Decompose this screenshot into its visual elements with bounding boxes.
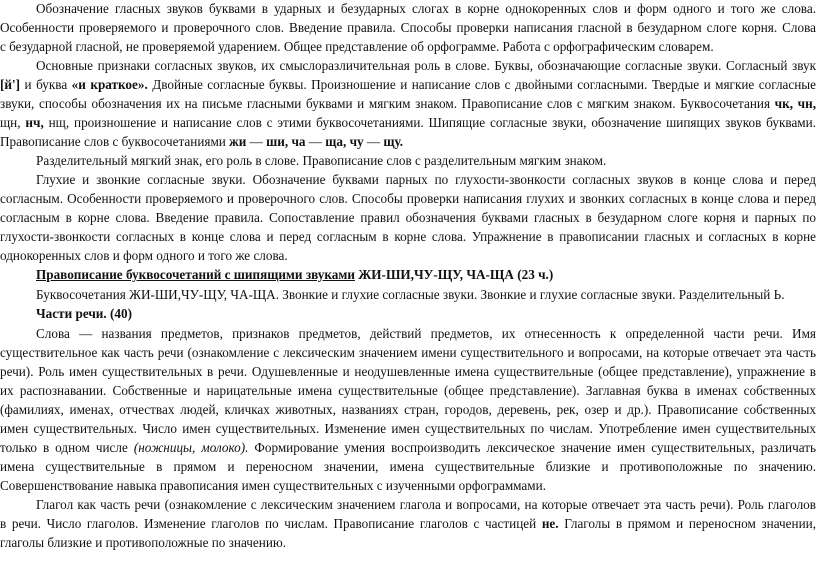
text-line: Слова — названия предметов, признаков предметов, действий предметов, их отнесенность к определенной части речи. Имя [36, 326, 816, 341]
text-line: Разделительный мягкий знак, его роль в слове. Правописание слов с разделительным мягким знаком. [36, 153, 607, 168]
text-line: имен существительных. Число имен существительных. Изменение имен существительных по числам. Употребление имен существительных [0, 421, 816, 436]
text-line: Правописание слов с буквосочетаниями жи — ши, ча — ща, чу — щу. [0, 134, 404, 149]
text-line: глухости-звонкости согласных в конце слова и перед согласным в корне слова. Упражнение в правописании гласных и согласных в корне [0, 229, 816, 244]
text-line: Совершенствование навыка правописания имен существительных с изученными орфограммами. [0, 478, 546, 493]
text-line: [й'] и буква «и краткое». Двойные согласные буквы. Произношение и написание слов с двойными согласными. Твердые и мягкие согласные [0, 77, 816, 92]
text-line: в речи. Число глаголов. Изменение глаголов по числам. Правописание глаголов с частицей не. Глаголы в прямом и переносном значении, [0, 516, 816, 531]
text-line: имена существительные в прямом и переносном значении, имена существительные близкие и противоположные по значению. [0, 459, 816, 474]
section-heading: Правописание буквосочетаний с шипящими звуками ЖИ-ШИ,ЧУ-ЩУ, ЧА-ЩА (23 ч.) [36, 267, 554, 282]
text-line: только в одном числе (ножницы, молоко). Формирование умения воспроизводить лексическое значение имен существительных, различать [0, 440, 816, 455]
text-line: (фамилиях, именах, отчествах людей, кличках животных, названиях стран, городов, деревень, рек, озер и др.). Правописание собственных [0, 402, 816, 417]
text-line: существительное как часть речи (ознакомление с лексическим значением имени существительного и вопросами, на которые отвечает эта часть [0, 345, 816, 360]
text-line: Буквосочетания ЖИ-ШИ,ЧУ-ЩУ, ЧА-ЩА. Звонкие и глухие согласные звуки. Звонкие и глухие согласные звуки. Разделительный Ь. [36, 287, 785, 302]
text-line: с безударной гласной, не проверяемой ударением. Общее представление об орфограмме. Работа с орфографическим словарем. [0, 39, 714, 54]
text-line: Основные признаки согласных звуков, их смыслоразличительная роль в слове. Буквы, обозначающие согласные звуки. Согласный звук [36, 58, 816, 73]
text-line: согласным в корне слова. Введение правила. Сопоставление правил обозначения буквами гласных в безударном слоге корня и парных по [0, 210, 816, 225]
text-line: Обозначение гласных звуков буквами в ударных и безударных слогах в корне однокоренных слов и форм одного и того же слова. [36, 1, 816, 16]
text-line: Глагол как часть речи (ознакомление с лексическим значением глагола и вопросами, на которые отвечает эта часть речи). Роль глаголов [36, 497, 816, 512]
text-line: звуки, способы обозначения их на письме гласными буквами и мягким знаком. Правописание слов с мягким знаком. Буквосочетания чк, чн, [0, 96, 816, 111]
text-line: их распознавании. Собственные и нарицательные имена существительные (общее представление). Заглавная буква в именах собственных [0, 383, 816, 398]
text-line: однокоренных слов и форм одного и того же слова. [0, 248, 288, 263]
text-line: щн, нч, нщ, произношение и написание слов с этими буквосочетаниями. Шипящие согласные звуки, обозначение шипящих звуков буквами. [0, 115, 816, 130]
text-line: глаголы близкие и противоположные по значению. [0, 535, 287, 550]
section-heading: Части речи. (40) [36, 306, 132, 321]
text-line: речи). Роль имен существительных в речи. Одушевленные и неодушевленные имена существительные (общее представление), упражнение в [0, 364, 816, 379]
text-line: Глухие и звонкие согласные звуки. Обозначение буквами парных по глухости-звонкости согласных звуков в конце слова и перед [36, 172, 816, 187]
text-line: Особенности проверяемого и проверочного слов. Введение правила. Способы проверки написания гласной в безударном слоге корня. Слова [0, 20, 816, 35]
text-line: согласным. Особенности проверяемого и проверочного слов. Способы проверки написания глухих и звонких согласных в конце слова и перед [0, 191, 816, 206]
